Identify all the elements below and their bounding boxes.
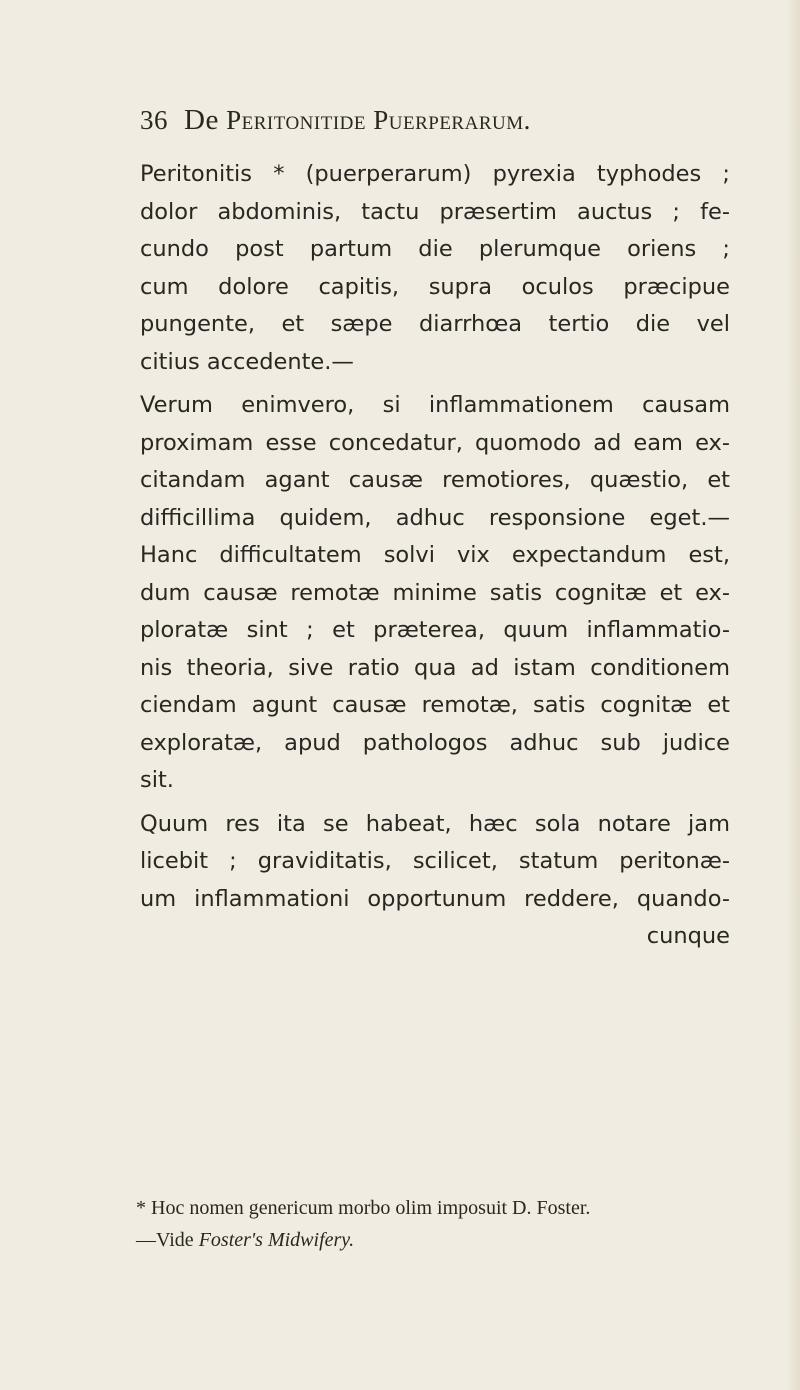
text-line: Peritonitis * (puerperarum) pyrexia typhodes ; — [140, 161, 730, 187]
text-line: um inflammationi opportunum reddere, quando- — [140, 885, 730, 912]
text-line: ciendam agunt causæ remotæ, satis cognitæ et — [140, 692, 730, 718]
text-line: dolor abdominis, tactu præsertim auctus ; fe- — [140, 198, 730, 225]
paragraph-1 — [140, 156, 730, 381]
header-title: Peritonitide Puerperarum. — [226, 105, 531, 135]
text-line: dum causæ remotæ minime satis cognitæ et ex- — [140, 579, 730, 606]
text-line: citandam agant causæ remotiores, quæstio, et — [140, 467, 730, 493]
paragraph-3 — [140, 806, 730, 956]
text-line: exploratæ, apud pathologos adhuc sub judice — [140, 729, 730, 756]
catchword: cunque — [646, 923, 730, 949]
footnote-line-2 — [136, 1224, 736, 1256]
running-header — [140, 104, 531, 137]
text-line: licebit ; graviditatis, scilicet, statum peritonæ- — [140, 848, 730, 874]
text-line: proximam esse concedatur, quomodo ad eam ex- — [140, 429, 730, 456]
text-line: cundo post partum die plerumque oriens ; — [140, 236, 730, 262]
text-line: sit. — [140, 767, 174, 793]
header-title-de: De — [184, 104, 219, 136]
text-line: cum dolore capitis, supra oculos præcipue — [140, 273, 730, 300]
page-number: 36 — [140, 105, 168, 135]
footnote-vide: —Vide — [136, 1229, 199, 1251]
text-line: citius accedente.— — [140, 348, 354, 375]
text-line: Verum enimvero, si inflammationem causam — [140, 392, 730, 418]
text-line: nis theoria, sive ratio qua ad istam conditionem — [140, 654, 730, 681]
main-text — [140, 156, 730, 956]
footnote — [136, 1192, 736, 1256]
paragraph-2 — [140, 387, 730, 800]
text-line: difficillima quidem, adhuc responsione eget.— — [140, 504, 730, 531]
text-line: ploratæ sint ; et præterea, quum inflammatio- — [140, 617, 730, 643]
text-line: Quum res ita se habeat, hæc sola notare jam — [140, 810, 730, 837]
page-edge-shadow — [786, 0, 800, 1390]
text-line: pungente, et sæpe diarrhœa tertio die vel — [140, 311, 730, 337]
footnote-reference: Foster's Midwifery. — [198, 1229, 355, 1251]
text-line: Hanc difficultatem solvi vix expectandum est, — [140, 542, 730, 568]
footnote-line-1: * Hoc nomen genericum morbo olim imposuit D. Foster. — [136, 1197, 591, 1219]
